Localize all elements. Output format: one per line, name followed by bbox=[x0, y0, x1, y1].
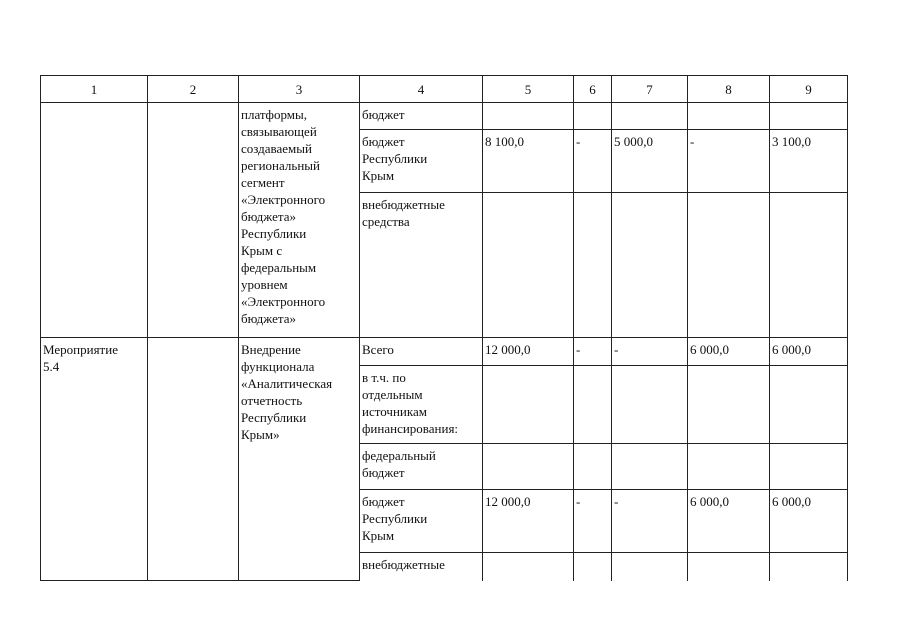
value-cell: 6 000,0 bbox=[770, 490, 848, 553]
value-cell bbox=[770, 366, 848, 444]
value-cell: - bbox=[574, 490, 612, 553]
value-cell bbox=[688, 103, 770, 130]
value-cell bbox=[612, 366, 688, 444]
source-cell: внебюджетные средства bbox=[360, 193, 483, 338]
value-cell: 6 000,0 bbox=[770, 338, 848, 366]
value-cell: 3 100,0 bbox=[770, 130, 848, 193]
value-cell bbox=[770, 444, 848, 490]
header-cell: 1 bbox=[41, 76, 148, 103]
table-row bbox=[41, 338, 848, 366]
source-cell: внебюджетные bbox=[360, 553, 483, 581]
value-cell bbox=[483, 103, 574, 130]
value-cell bbox=[483, 193, 574, 338]
value-cell bbox=[612, 103, 688, 130]
header-cell: 3 bbox=[239, 76, 360, 103]
responsible-cell bbox=[148, 338, 239, 581]
value-cell bbox=[574, 366, 612, 444]
value-cell: - bbox=[612, 490, 688, 553]
value-cell bbox=[688, 444, 770, 490]
header-cell: 6 bbox=[574, 76, 612, 103]
value-cell bbox=[574, 553, 612, 581]
header-cell: 4 bbox=[360, 76, 483, 103]
header-cell: 5 bbox=[483, 76, 574, 103]
value-cell bbox=[483, 444, 574, 490]
value-cell: 5 000,0 bbox=[612, 130, 688, 193]
value-cell bbox=[688, 193, 770, 338]
value-cell bbox=[770, 553, 848, 581]
table-row bbox=[41, 103, 848, 130]
header-cell: 8 bbox=[688, 76, 770, 103]
table-header-row bbox=[41, 76, 848, 103]
source-cell: бюджет Республики Крым bbox=[360, 130, 483, 193]
value-cell bbox=[574, 193, 612, 338]
value-cell bbox=[612, 553, 688, 581]
value-cell bbox=[770, 193, 848, 338]
source-cell: бюджет bbox=[360, 103, 483, 130]
value-cell bbox=[574, 444, 612, 490]
budget-table bbox=[40, 75, 848, 581]
header-cell: 2 bbox=[148, 76, 239, 103]
source-cell: Всего bbox=[360, 338, 483, 366]
value-cell: - bbox=[574, 338, 612, 366]
description-cell: Внедрение функционала «Аналитическая отчетность Республики Крым» bbox=[239, 338, 360, 581]
value-cell bbox=[688, 366, 770, 444]
value-cell: - bbox=[574, 130, 612, 193]
value-cell bbox=[483, 366, 574, 444]
value-cell: 6 000,0 bbox=[688, 490, 770, 553]
header-cell: 9 bbox=[770, 76, 848, 103]
header-cell: 7 bbox=[612, 76, 688, 103]
value-cell bbox=[483, 553, 574, 581]
source-cell: федеральный бюджет bbox=[360, 444, 483, 490]
value-cell: 6 000,0 bbox=[688, 338, 770, 366]
value-cell: - bbox=[612, 338, 688, 366]
responsible-cell bbox=[148, 103, 239, 338]
value-cell: 12 000,0 bbox=[483, 490, 574, 553]
value-cell: - bbox=[688, 130, 770, 193]
source-cell: в т.ч. по отдельным источникам финансирования: bbox=[360, 366, 483, 444]
source-cell: бюджет Республики Крым bbox=[360, 490, 483, 553]
value-cell bbox=[612, 193, 688, 338]
value-cell bbox=[612, 444, 688, 490]
value-cell: 12 000,0 bbox=[483, 338, 574, 366]
value-cell bbox=[770, 103, 848, 130]
value-cell bbox=[688, 553, 770, 581]
event-cell bbox=[41, 103, 148, 338]
event-cell: Мероприятие 5.4 bbox=[41, 338, 148, 581]
description-cell: платформы, связывающей создаваемый региональный сегмент «Электронного бюджета» Республики Крым с федеральным уровнем «Электронного бюджета» bbox=[239, 103, 360, 338]
value-cell: 8 100,0 bbox=[483, 130, 574, 193]
value-cell bbox=[574, 103, 612, 130]
